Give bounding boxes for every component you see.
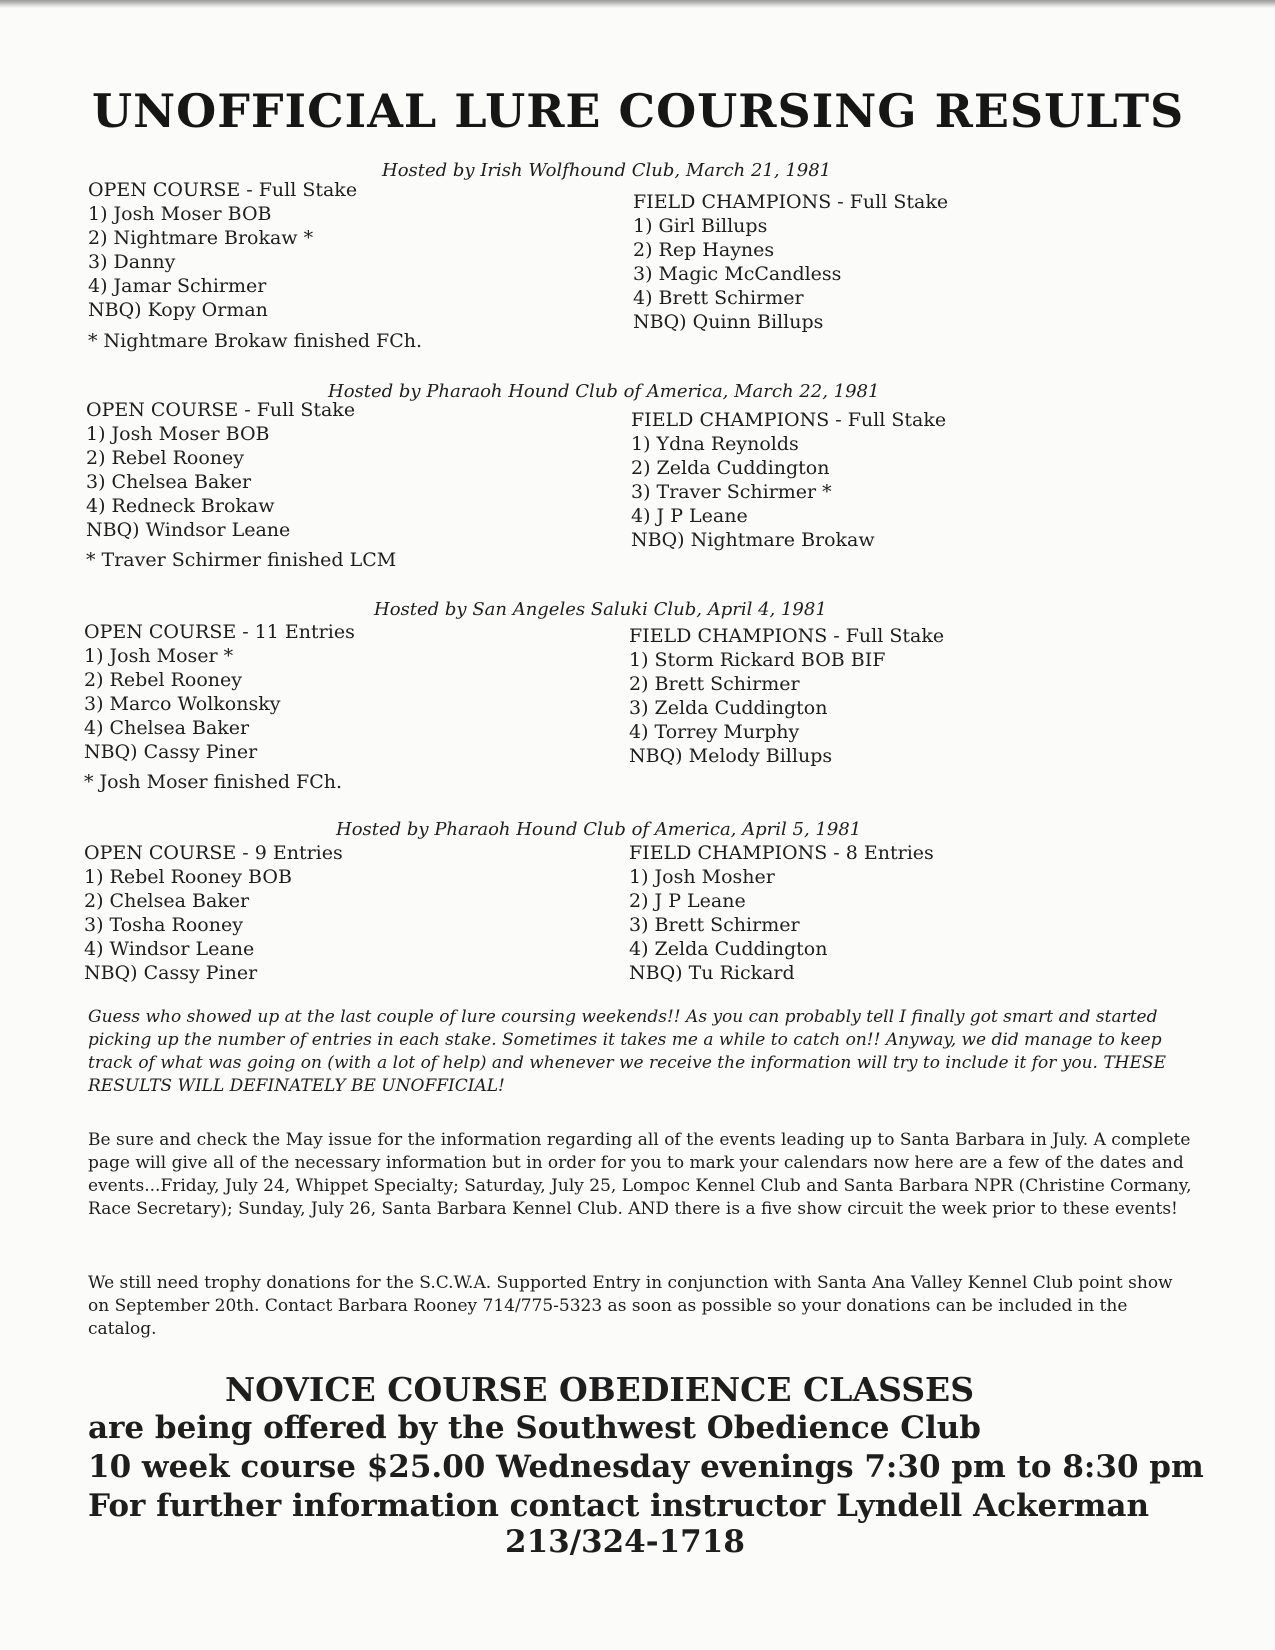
editor-note-paragraph: Guess who showed up at the last couple of lure coursing weekends!! As you can probably tell I finally got smart and started picking up the number of entries in each stake. Sometimes it takes me a while to catch on!! Anyway, we did manage to keep track of what was going on (with a lot of help) and whenever we receive the information will try to include it for you. THESE RESULTS WILL DEFINATELY BE UNOFFICIAL!: [88, 1007, 1166, 1096]
result-line: 4) Zelda Cuddington: [629, 938, 828, 960]
event-host: Hosted by Irish Wolfhound Club, March 21, 1981: [382, 160, 832, 181]
result-line: NBQ) Cassy Piner: [84, 962, 258, 984]
event-note: * Nightmare Brokaw finished FCh.: [88, 330, 423, 352]
result-line: NBQ) Melody Billups: [629, 745, 833, 767]
field-champions-results: [629, 841, 934, 985]
result-line: 1) Storm Rickard BOB BIF: [629, 649, 886, 671]
result-line: 2) Rebel Rooney: [86, 447, 245, 469]
result-line: 3) Traver Schirmer *: [631, 481, 832, 503]
result-line: 4) Chelsea Baker: [84, 717, 250, 739]
santa-barbara-paragraph: Be sure and check the May issue for the information regarding all of the events leading up to Santa Barbara in July. A complete page will give all of the necessary information but in order for you to mark your calendars now here are a few of the dates and events...Friday, July 24, Whippet Specialty; Saturday, July 25, Lompoc Kennel Club and Santa Barbara NPR (Christine Cormany, Race Secretary); Sunday, July 26, Santa Barbara Kennel Club. AND there is a five show circuit the week prior to these events!: [88, 1130, 1192, 1219]
result-line: 1) Josh Moser *: [84, 645, 234, 667]
result-line: 2) Rebel Rooney: [84, 669, 243, 691]
event-host: Hosted by San Angeles Saluki Club, April 4, 1981: [374, 599, 827, 620]
open-course-header: OPEN COURSE - 11 Entries: [84, 621, 355, 643]
field-champions-results: [633, 190, 948, 334]
result-line: 1) Josh Moser BOB: [88, 203, 272, 225]
field-champions-header: FIELD CHAMPIONS - Full Stake: [631, 409, 947, 431]
field-champions-results: [631, 408, 946, 552]
result-line: NBQ) Cassy Piner: [84, 741, 258, 763]
field-champions-header: FIELD CHAMPIONS - Full Stake: [633, 191, 949, 213]
result-line: NBQ) Kopy Orman: [88, 299, 268, 321]
open-course-results: [84, 620, 355, 764]
result-line: 3) Chelsea Baker: [86, 471, 252, 493]
result-line: 3) Zelda Cuddington: [629, 697, 828, 719]
result-line: 4) Redneck Brokaw: [86, 495, 275, 517]
result-line: 3) Danny: [88, 251, 176, 273]
ad-line: 10 week course $25.00 Wednesday evenings 7:30 pm to 8:30 pm: [88, 1449, 1204, 1485]
result-line: 4) Jamar Schirmer: [88, 275, 267, 297]
ad-title: NOVICE COURSE OBEDIENCE CLASSES: [225, 1370, 975, 1409]
result-line: 1) Girl Billups: [633, 215, 768, 237]
open-course-header: OPEN COURSE - 9 Entries: [84, 842, 343, 864]
result-line: NBQ) Windsor Leane: [86, 519, 291, 541]
event-note: * Josh Moser finished FCh.: [84, 771, 343, 793]
open-course-results: [86, 398, 355, 542]
result-line: 2) Brett Schirmer: [629, 673, 800, 695]
result-line: 2) J P Leane: [629, 890, 746, 912]
result-line: 3) Magic McCandless: [633, 263, 842, 285]
ad-line: For further information contact instructor Lyndell Ackerman: [88, 1488, 1149, 1524]
event-host: Hosted by Pharaoh Hound Club of America, April 5, 1981: [336, 819, 862, 840]
result-line: 1) Josh Mosher: [629, 866, 775, 888]
result-line: 1) Josh Moser BOB: [86, 423, 270, 445]
result-line: 4) Brett Schirmer: [633, 287, 804, 309]
result-line: 1) Ydna Reynolds: [631, 433, 799, 455]
result-line: 4) Windsor Leane: [84, 938, 255, 960]
result-line: 1) Rebel Rooney BOB: [84, 866, 292, 888]
result-line: 2) Zelda Cuddington: [631, 457, 830, 479]
field-champions-header: FIELD CHAMPIONS - Full Stake: [629, 625, 945, 647]
result-line: 2) Rep Haynes: [633, 239, 775, 261]
result-line: NBQ) Quinn Billups: [633, 311, 824, 333]
result-line: 4) Torrey Murphy: [629, 721, 800, 743]
field-champions-header: FIELD CHAMPIONS - 8 Entries: [629, 842, 934, 864]
result-line: NBQ) Nightmare Brokaw: [631, 529, 875, 551]
result-line: 4) J P Leane: [631, 505, 748, 527]
result-line: 2) Chelsea Baker: [84, 890, 250, 912]
open-course-results: [84, 841, 343, 985]
ad-line: are being offered by the Southwest Obedience Club: [88, 1410, 981, 1446]
result-line: 3) Tosha Rooney: [84, 914, 243, 936]
open-course-header: OPEN COURSE - Full Stake: [88, 179, 358, 201]
open-course-results: [88, 178, 357, 322]
scan-edge: [0, 0, 1275, 8]
field-champions-results: [629, 624, 944, 768]
result-line: 3) Brett Schirmer: [629, 914, 800, 936]
trophy-donations-paragraph: We still need trophy donations for the S.C.W.A. Supported Entry in conjunction with Santa Ana Valley Kennel Club point show on September 20th. Contact Barbara Rooney 714/775-5323 as soon as possible so your donations can be included in the catalog.: [88, 1273, 1173, 1339]
ad-phone: 213/324-1718: [505, 1524, 745, 1560]
open-course-header: OPEN COURSE - Full Stake: [86, 399, 356, 421]
result-line: 3) Marco Wolkonsky: [84, 693, 281, 715]
result-line: 2) Nightmare Brokaw *: [88, 227, 314, 249]
event-host: Hosted by Pharaoh Hound Club of America, March 22, 1981: [328, 381, 880, 402]
page-title: UNOFFICIAL LURE COURSING RESULTS: [92, 84, 1185, 138]
result-line: NBQ) Tu Rickard: [629, 962, 795, 984]
event-note: * Traver Schirmer finished LCM: [86, 549, 397, 571]
